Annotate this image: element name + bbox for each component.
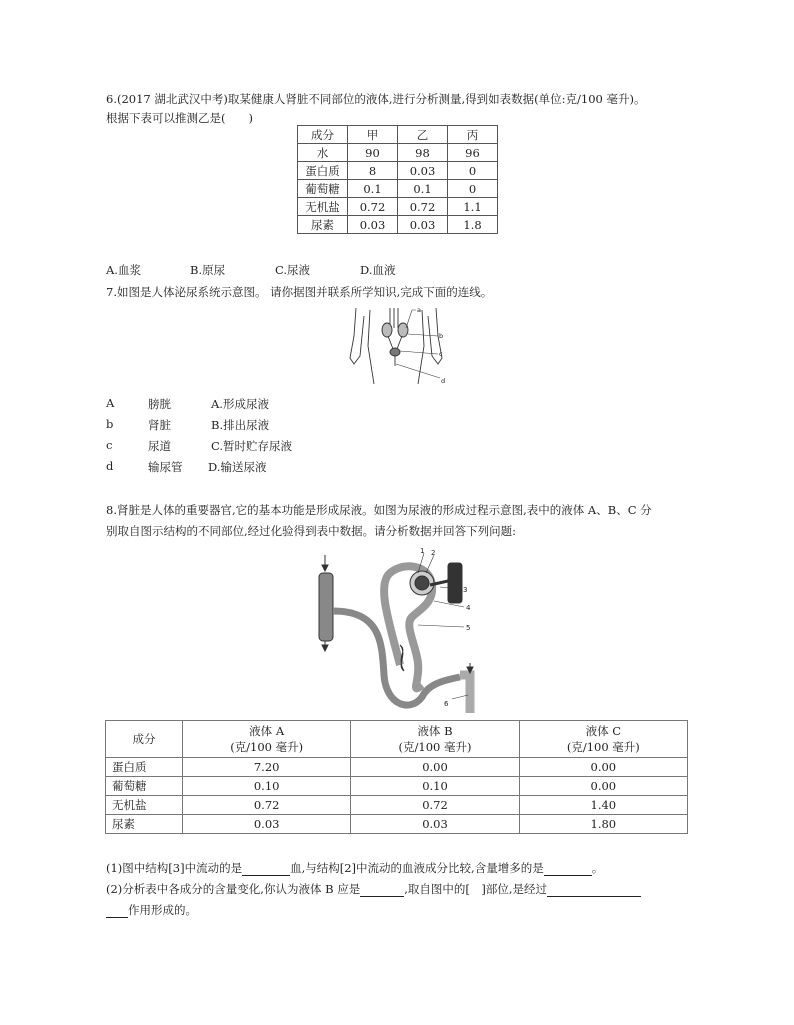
table-cell: 1.40 [519, 796, 687, 815]
table-header-cell [183, 721, 351, 758]
urinary-system-figure [346, 306, 450, 384]
table-cell: 8 [348, 162, 398, 180]
figure-label-a: a [417, 306, 421, 314]
table-cell: 0 [448, 180, 498, 198]
table-cell: 0.00 [351, 758, 519, 777]
q8-sub2-text-b: ,取自图中的[ ]部位,是经过 [404, 882, 548, 896]
q8-sub1-text-a: (1)图中结构[3]中流动的是 [106, 861, 243, 875]
right-kidney [398, 323, 408, 337]
q7-stem: 7.如图是人体泌尿系统示意图。 请你据图并联系所学知识,完成下面的连线。 [106, 285, 493, 299]
table-cell: 96 [448, 144, 498, 162]
leader-a [406, 310, 416, 328]
table-cell: 尿素 [298, 216, 348, 234]
table-header-cell [519, 721, 687, 758]
q7-row-letter: b [106, 417, 114, 431]
figure-label-4: 4 [466, 604, 471, 612]
table-cell: 0.03 [398, 216, 448, 234]
table-cell: 0.03 [348, 216, 398, 234]
table-cell: 蛋白质 [106, 758, 183, 777]
table-header-cell: 成分 [298, 126, 348, 144]
table-cell: 0.03 [398, 162, 448, 180]
answer-blank[interactable] [242, 875, 290, 876]
figure-label-6: 6 [444, 700, 449, 708]
table-cell: 0.1 [398, 180, 448, 198]
left-kidney [382, 323, 392, 337]
column-unit: (克/100 毫升) [230, 740, 304, 754]
table-row [298, 162, 498, 180]
answer-blank[interactable] [360, 896, 404, 897]
arrow-head [322, 565, 328, 571]
column-name: 液体 B [417, 724, 453, 738]
q6-table [297, 125, 498, 234]
q6-option-b: B.原尿 [190, 263, 226, 277]
left-arm-outline [350, 308, 364, 364]
leader-5 [418, 625, 464, 627]
table-cell: 水 [298, 144, 348, 162]
column-name: 液体 C [585, 724, 622, 738]
table-cell: 葡萄糖 [298, 180, 348, 198]
q7-row-organ: 肾脏 [148, 418, 171, 432]
q7-row-letter: A [106, 396, 115, 410]
table-cell: 90 [348, 144, 398, 162]
table-cell: 尿素 [106, 815, 183, 834]
figure-label-b: b [439, 332, 444, 340]
q6-stem-line2: 根据下表可以推测乙是( ) [106, 111, 253, 125]
renal-vein [319, 573, 333, 641]
table-row [298, 180, 498, 198]
figure-label-2: 2 [431, 549, 436, 557]
table-cell: 蛋白质 [298, 162, 348, 180]
table-row [106, 815, 688, 834]
table-header-cell: 甲 [348, 126, 398, 144]
figure-label-d: d [441, 377, 446, 384]
table-cell: 0 [448, 162, 498, 180]
table-row [106, 796, 688, 815]
table-cell: 葡萄糖 [106, 777, 183, 796]
answer-blank[interactable] [106, 917, 128, 918]
q6-option-a: A.血浆 [106, 263, 141, 277]
q7-row-function: A.形成尿液 [211, 397, 269, 411]
collecting-duct [460, 675, 470, 713]
table-cell: 98 [398, 144, 448, 162]
q7-row-function: C.暂时贮存尿液 [211, 439, 293, 453]
column-unit: (克/100 毫升) [398, 740, 472, 754]
table-header-cell: 丙 [448, 126, 498, 144]
nephron-figure [300, 545, 500, 717]
leader-d [396, 364, 440, 378]
bladder [390, 348, 400, 356]
glomerulus [415, 576, 429, 590]
column-name: 液体 A [249, 724, 285, 738]
table-row [298, 126, 498, 144]
q8-sub1-text-c: 。 [591, 861, 604, 875]
table-cell: 1.80 [519, 815, 687, 834]
q8-sub1-text-b: 血,与结构[2]中流动的血液成分比较,含量增多的是 [290, 861, 544, 875]
table-cell: 1.1 [448, 198, 498, 216]
q8-sub1 [106, 860, 603, 876]
q8-stem-line2: 别取自图示结构的不同部位,经过化验得到表中数据。请分析数据并回答下列问题: [106, 524, 517, 538]
ureters [388, 336, 402, 349]
table-cell: 7.20 [183, 758, 351, 777]
vessels [390, 308, 398, 328]
column-unit: (克/100 毫升) [566, 740, 640, 754]
renal-artery [448, 563, 462, 603]
q8-sub2-text-a: (2)分析表中各成分的含量变化,你认为液体 B 应是 [106, 882, 361, 896]
q7-row-organ: 膀胱 [148, 397, 171, 411]
table-cell: 0.03 [351, 815, 519, 834]
table-cell: 无机盐 [106, 796, 183, 815]
table-cell: 0.72 [398, 198, 448, 216]
table-cell: 0.00 [519, 758, 687, 777]
table-cell: 0.03 [183, 815, 351, 834]
table-row [298, 144, 498, 162]
q7-row-organ: 输尿管 [148, 460, 183, 474]
table-cell: 0.72 [351, 796, 519, 815]
table-header-cell [351, 721, 519, 758]
q8-sub2 [106, 881, 641, 897]
q7-row-function: D.输送尿液 [208, 460, 267, 474]
table-cell: 0.10 [183, 777, 351, 796]
q7-row-letter: d [106, 459, 114, 473]
figure-label-3: 3 [463, 586, 468, 594]
q8-sub2-text-c: 作用形成的。 [128, 903, 197, 917]
q8-table [105, 720, 688, 834]
figure-label-c: c [439, 350, 443, 358]
table-row [298, 198, 498, 216]
figure-label-5: 5 [466, 624, 471, 632]
table-cell: 1.8 [448, 216, 498, 234]
q8-sub2-line2 [106, 902, 197, 918]
figure-label-1: 1 [420, 547, 425, 555]
arrow-head [322, 645, 328, 651]
table-cell: 0.72 [183, 796, 351, 815]
q7-row-letter: c [106, 438, 113, 452]
q6-option-d: D.血液 [360, 263, 396, 277]
answer-blank[interactable] [544, 875, 592, 876]
q7-row-function: B.排出尿液 [211, 418, 270, 432]
table-row [298, 216, 498, 234]
table-header-cell: 成分 [106, 721, 183, 758]
table-row [106, 721, 688, 758]
q7-row-organ: 尿道 [148, 439, 171, 453]
left-torso-outline [368, 310, 374, 384]
table-cell: 0.10 [351, 777, 519, 796]
table-row [106, 777, 688, 796]
table-cell: 0.72 [348, 198, 398, 216]
q6-option-c: C.尿液 [275, 263, 311, 277]
table-header-cell: 乙 [398, 126, 448, 144]
table-cell: 0.1 [348, 180, 398, 198]
table-cell: 无机盐 [298, 198, 348, 216]
table-row [106, 758, 688, 777]
leader-c [400, 351, 438, 354]
answer-blank[interactable] [547, 896, 641, 897]
table-cell: 0.00 [519, 777, 687, 796]
q6-stem-line1: 6.(2017 湖北武汉中考)取某健康人肾脏不同部位的液体,进行分析测量,得到如表数据(单位:克/100 毫升)。 [106, 92, 646, 106]
q8-stem-line1: 8.肾脏是人体的重要器官,它的基本功能是形成尿液。如图为尿液的形成过程示意图,表中的液体 A、B、C 分 [106, 503, 652, 517]
